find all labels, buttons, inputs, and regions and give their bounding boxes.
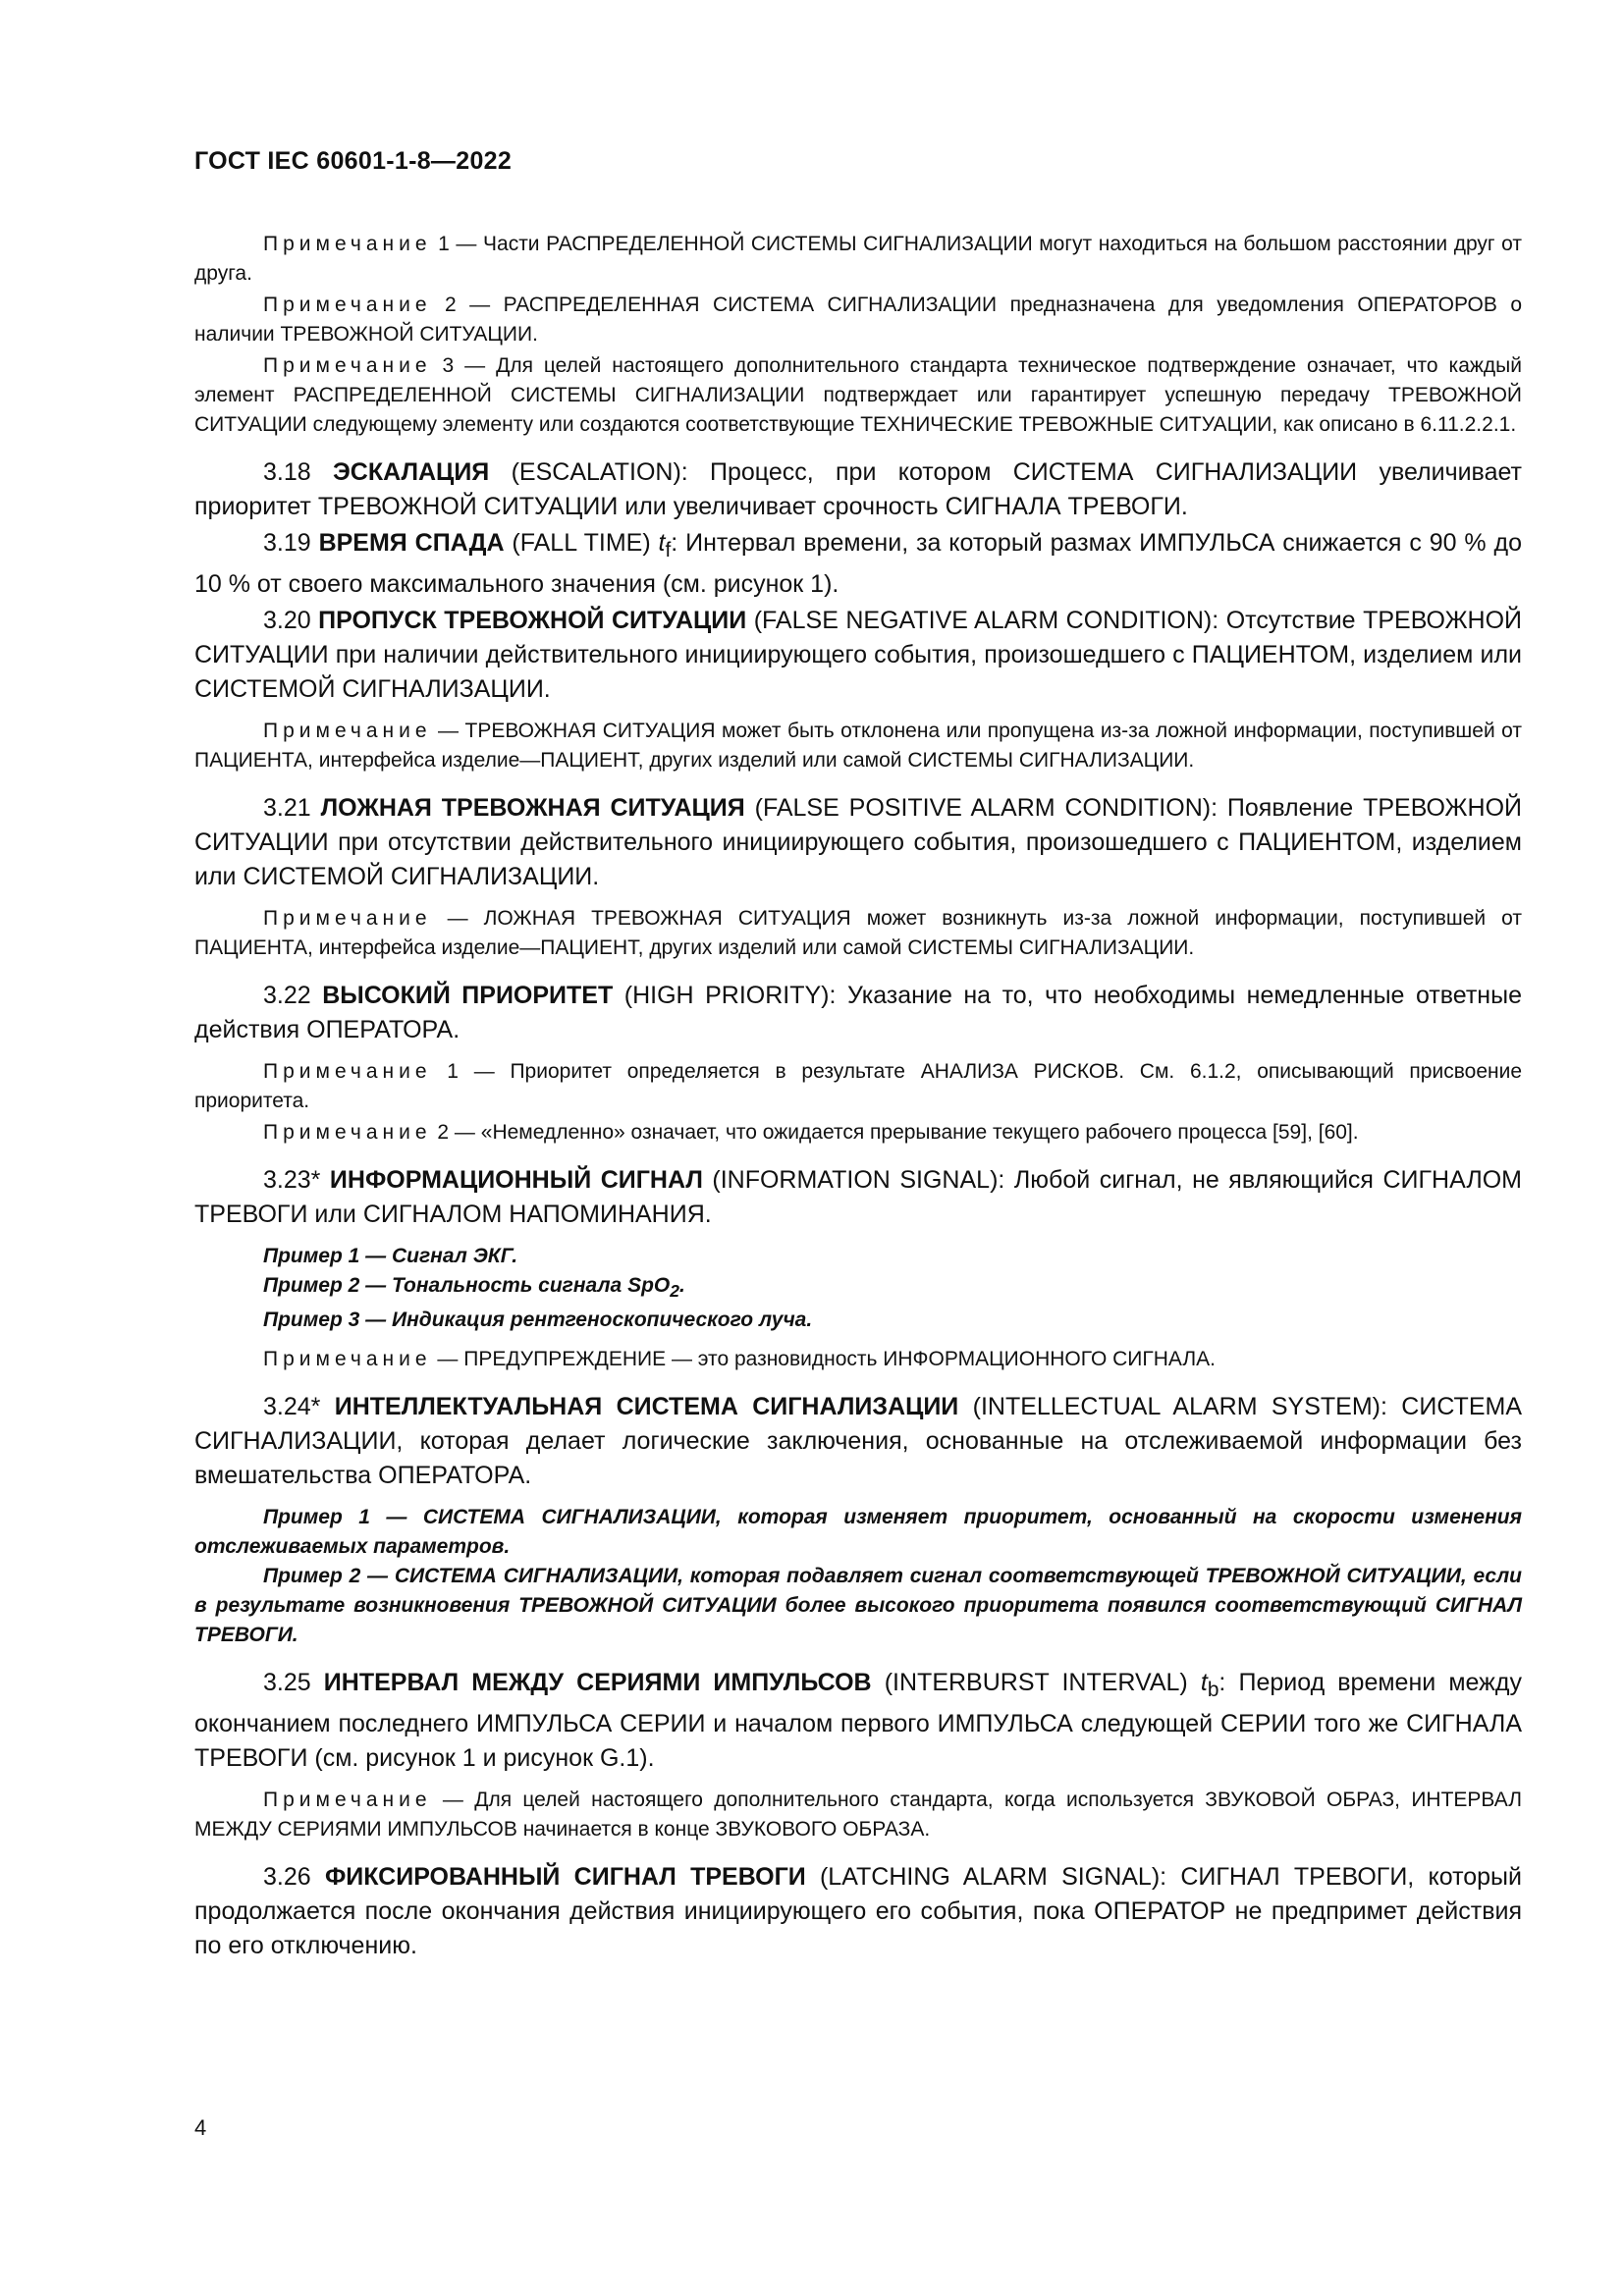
document-page: [194, 147, 1522, 1963]
example-3-23-1: Пример 1 — Сигнал ЭКГ.: [263, 1245, 518, 1267]
example-3-23-3: Пример 3 — Индикация рентгеноскопического луча.: [263, 1308, 813, 1332]
term-3-22: 3.22 ВЫСОКИЙ ПРИОРИТЕТ (HIGH PRIORITY): Указание на то, что необходимы немедленные ответные действия ОПЕРАТОРА.: [194, 982, 1522, 1043]
note-distributed-3: Примечание 3 — Для целей настоящего дополнительного стандарта техническое подтверждение означает, что каждый элемент РАСПРЕДЕЛЕННОЙ СИСТЕМЫ СИГНАЛИЗАЦИИ подтверждает или гарантирует успешную передачу ТРЕВОЖНОЙ СИТУАЦИИ следующему элементу или создаются соответствующие ТЕХНИЧЕСКИЕ ТРЕВОЖНЫЕ СИТУАЦИИ, как описано в 6.11.2.2.1.: [194, 354, 1522, 436]
note-3-25: Примечание — Для целей настоящего дополнительного стандарта, когда используется ЗВУКОВОЙ ОБРАЗ, ИНТЕРВАЛ МЕЖДУ СЕРИЯМИ ИМПУЛЬСОВ начинается в конце ЗВУКОВОГО ОБРАЗА.: [194, 1789, 1522, 1842]
term-3-25: 3.25 ИНТЕРВАЛ МЕЖДУ СЕРИЯМИ ИМПУЛЬСОВ (INTERBURST INTERVAL) $t_b$: Период времени между окончанием последнего ИМПУЛЬСА СЕРИИ и началом первого ИМПУЛЬСА следующей СЕРИИ того же СИГНАЛА ТРЕВОГИ (см. рисунок 1 и рисунок G.1).: [194, 1669, 1522, 1773]
example-3-24-1: Пример 1 — СИСТЕМА СИГНАЛИЗАЦИИ, которая изменяет приоритет, основанный на скорости изменения отслеживаемых параметров.: [194, 1506, 1522, 1559]
term-3-23: 3.23* ИНФОРМАЦИОННЫЙ СИГНАЛ (INFORMATION SIGNAL): Любой сигнал, не являющийся СИГНАЛОМ ТРЕВОГИ или СИГНАЛОМ НАПОМИНАНИЯ.: [194, 1166, 1523, 1228]
note-3-22-1: Примечание 1 — Приоритет определяется в результате АНАЛИЗА РИСКОВ. См. 6.1.2, описывающий присвоение приоритета.: [194, 1060, 1522, 1112]
note-3-23: Примечание — ПРЕДУПРЕЖДЕНИЕ — это разновидность ИНФОРМАЦИОННОГО СИГНАЛА.: [263, 1348, 1217, 1371]
page-number: 4: [194, 2115, 207, 2140]
example-3-24-2: Пример 2 — СИСТЕМА СИГНАЛИЗАЦИИ, которая подавляет сигнал соответствующей ТРЕВОЖНОЙ СИТУАЦИИ, если в результате возникновения ТРЕВОЖНОЙ СИТУАЦИИ более высокого приоритета появился соответствующий СИГНАЛ ТРЕВОГИ.: [194, 1565, 1522, 1647]
document-header: ГОСТ IEC 60601-1-8—2022: [194, 147, 513, 175]
term-3-18: 3.18 ЭСКАЛАЦИЯ (ESCALATION): Процесс, при котором СИСТЕМА СИГНАЛИЗАЦИИ увеличивает приоритет ТРЕВОЖНОЙ СИТУАЦИИ или увеличивает срочность СИГНАЛА ТРЕВОГИ.: [194, 458, 1522, 520]
example-3-23-2: Пример 2 — Тональность сигнала SpO$_2$.: [263, 1274, 685, 1302]
note-3-20: Примечание — ТРЕВОЖНАЯ СИТУАЦИЯ может быть отклонена или пропущена из-за ложной информации, поступившей от ПАЦИЕНТА, интерфейса изделие—ПАЦИЕНТ, других изделий или самой СИСТЕМЫ СИГНАЛИЗАЦИИ.: [194, 720, 1522, 772]
note-3-22-2: Примечание 2 — «Немедленно» означает, что ожидается прерывание текущего рабочего процесса [59], [60].: [263, 1121, 1359, 1144]
term-3-19: 3.19 ВРЕМЯ СПАДА (FALL TIME) $t_f$: Интервал времени, за который размах ИМПУЛЬСА снижается с 90 % до 10 % от своего максимального значения (см. рисунок 1).: [194, 529, 1522, 598]
term-3-21: 3.21 ЛОЖНАЯ ТРЕВОЖНАЯ СИТУАЦИЯ (FALSE POSITIVE ALARM CONDITION): Появление ТРЕВОЖНОЙ СИТУАЦИИ при отсутствии действительного инициирующего события, произошедшего с ПАЦИЕНТОМ, изделием или СИСТЕМОЙ СИГНАЛИЗАЦИИ.: [194, 794, 1522, 890]
note-3-21: Примечание — ЛОЖНАЯ ТРЕВОЖНАЯ СИТУАЦИЯ может возникнуть из-за ложной информации, поступившей от ПАЦИЕНТА, интерфейса изделие—ПАЦИЕНТ, других изделий или самой СИСТЕМЫ СИГНАЛИЗАЦИИ.: [194, 907, 1522, 959]
note-distributed-2: Примечание 2 — РАСПРЕДЕЛЕННАЯ СИСТЕМА СИГНАЛИЗАЦИИ предназначена для уведомления ОПЕРАТОРОВ о наличии ТРЕВОЖНОЙ СИТУАЦИИ.: [194, 294, 1522, 346]
term-3-20: 3.20 ПРОПУСК ТРЕВОЖНОЙ СИТУАЦИИ (FALSE NEGATIVE ALARM CONDITION): Отсутствие ТРЕВОЖНОЙ СИТУАЦИИ при наличии действительного инициирующего события, произошедшего с ПАЦИЕНТОМ, изделием или СИСТЕМОЙ СИГНАЛИЗАЦИИ.: [194, 607, 1522, 703]
term-3-26: 3.26 ФИКСИРОВАННЫЙ СИГНАЛ ТРЕВОГИ (LATCHING ALARM SIGNAL): СИГНАЛ ТРЕВОГИ, который продолжается после окончания действия инициирующего его события, пока ОПЕРАТОР не предпримет действия по его отключению.: [194, 1863, 1522, 1960]
note-distributed-1: Примечание 1 — Части РАСПРЕДЕЛЕННОЙ СИСТЕМЫ СИГНАЛИЗАЦИИ могут находиться на большом расстоянии друг от друга.: [194, 233, 1523, 285]
term-3-24: 3.24* ИНТЕЛЛЕКТУАЛЬНАЯ СИСТЕМА СИГНАЛИЗАЦИИ (INTELLECTUAL ALARM SYSTEM): СИСТЕМА СИГНАЛИЗАЦИИ, которая делает логические заключения, основанные на отслеживаемой информации без вмешательства ОПЕРАТОРА.: [194, 1393, 1522, 1490]
